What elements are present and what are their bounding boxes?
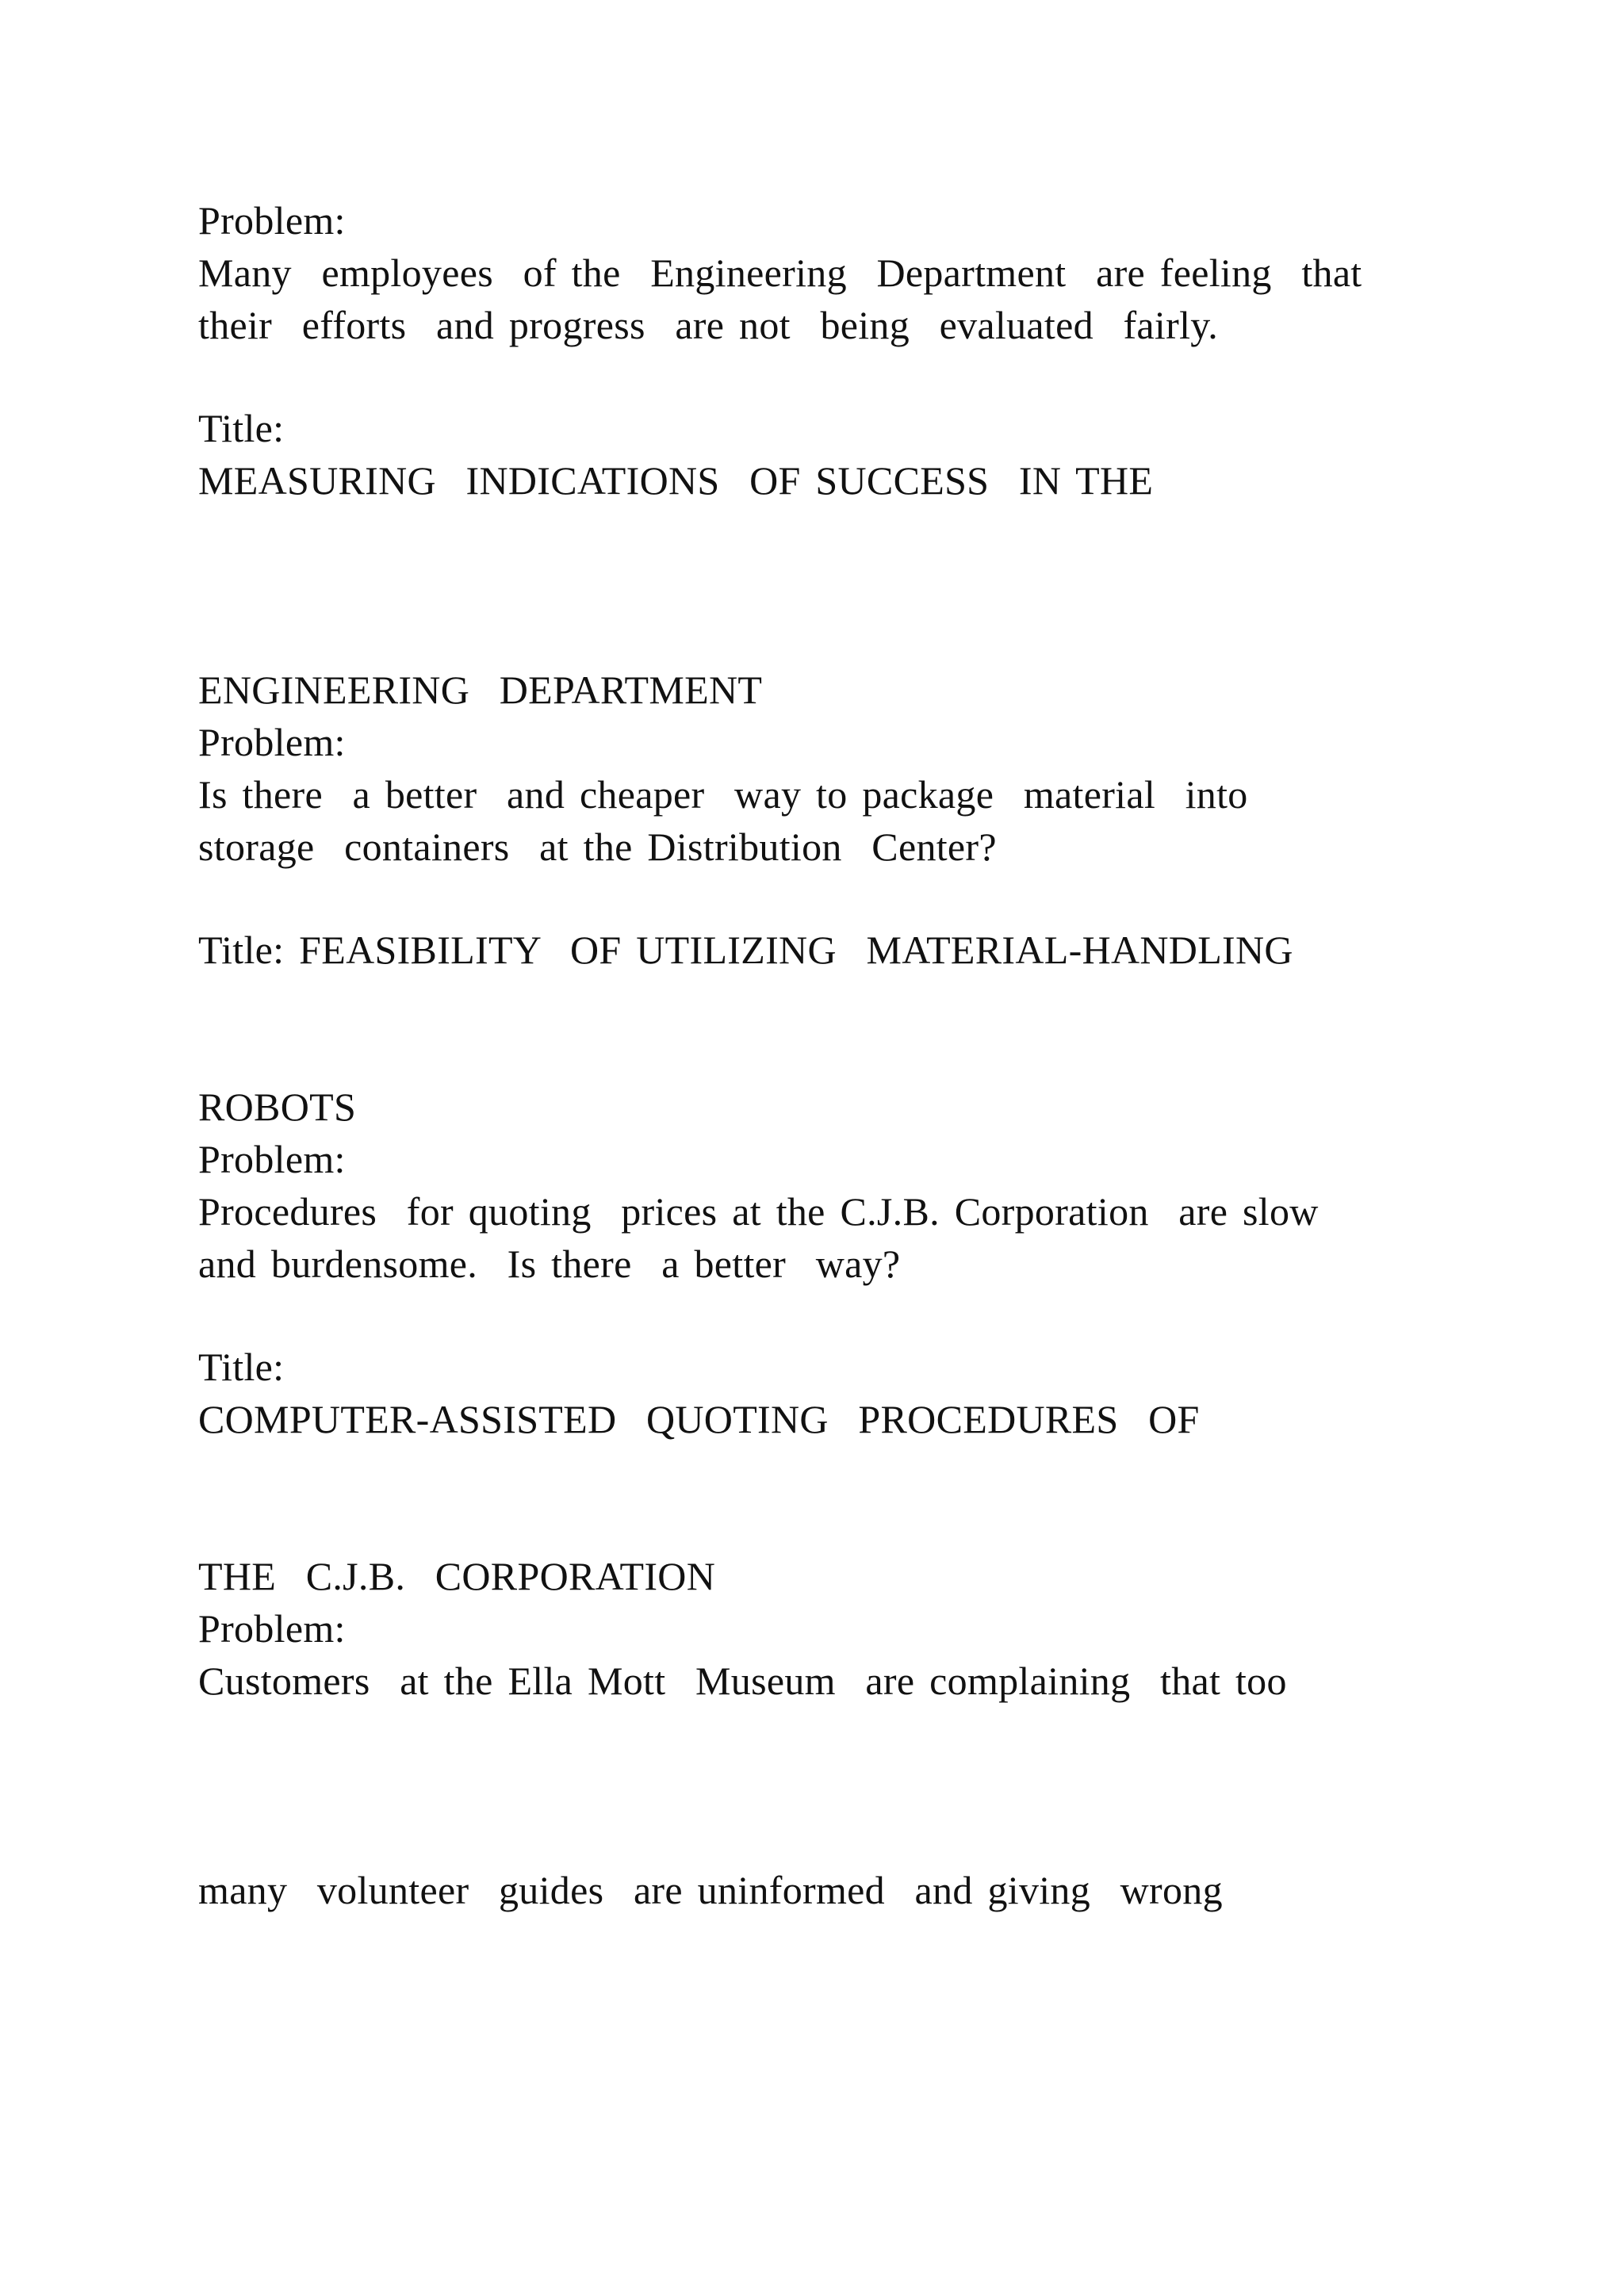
problem-text-4-line-1: Customers at the Ella Mott Museum are complaining that too	[198, 1659, 1287, 1703]
title-text-3-line-2: THE C.J.B. CORPORATION	[198, 1554, 716, 1598]
title-text-2-line-2: ROBOTS	[198, 1085, 357, 1129]
problem-label-3: Problem:	[198, 1137, 346, 1181]
problem-text-1-line-1: Many employees of the Engineering Department are feeling that	[198, 251, 1362, 295]
title-text-1-line-2: ENGINEERING DEPARTMENT	[198, 668, 763, 712]
title-label-1: Title:	[198, 406, 285, 450]
problem-text-1-line-2: their efforts and progress are not being evaluated fairly.	[198, 303, 1219, 347]
problem-text-2-line-2: storage containers at the Distribution Center?	[198, 825, 997, 869]
title-text-1-line-1: MEASURING INDICATIONS OF SUCCESS IN THE	[198, 458, 1154, 503]
title-text-3-line-1: COMPUTER-ASSISTED QUOTING PROCEDURES OF	[198, 1397, 1200, 1441]
problem-label-2: Problem:	[198, 720, 346, 764]
title-text-2-line-1: Title: FEASIBILITY OF UTILIZING MATERIAL-HANDLING	[198, 928, 1293, 972]
problem-label-4: Problem:	[198, 1606, 346, 1651]
problem-text-3-line-1: Procedures for quoting prices at the C.J.B. Corporation are slow	[198, 1189, 1319, 1234]
problem-text-3-line-2: and burdensome. Is there a better way?	[198, 1242, 901, 1286]
title-label-3: Title:	[198, 1345, 285, 1389]
problem-text-2-line-1: Is there a better and cheaper way to package material into	[198, 772, 1248, 817]
problem-label-1: Problem:	[198, 198, 346, 243]
problem-text-4-line-2: many volunteer guides are uninformed and giving wrong	[198, 1868, 1223, 1912]
